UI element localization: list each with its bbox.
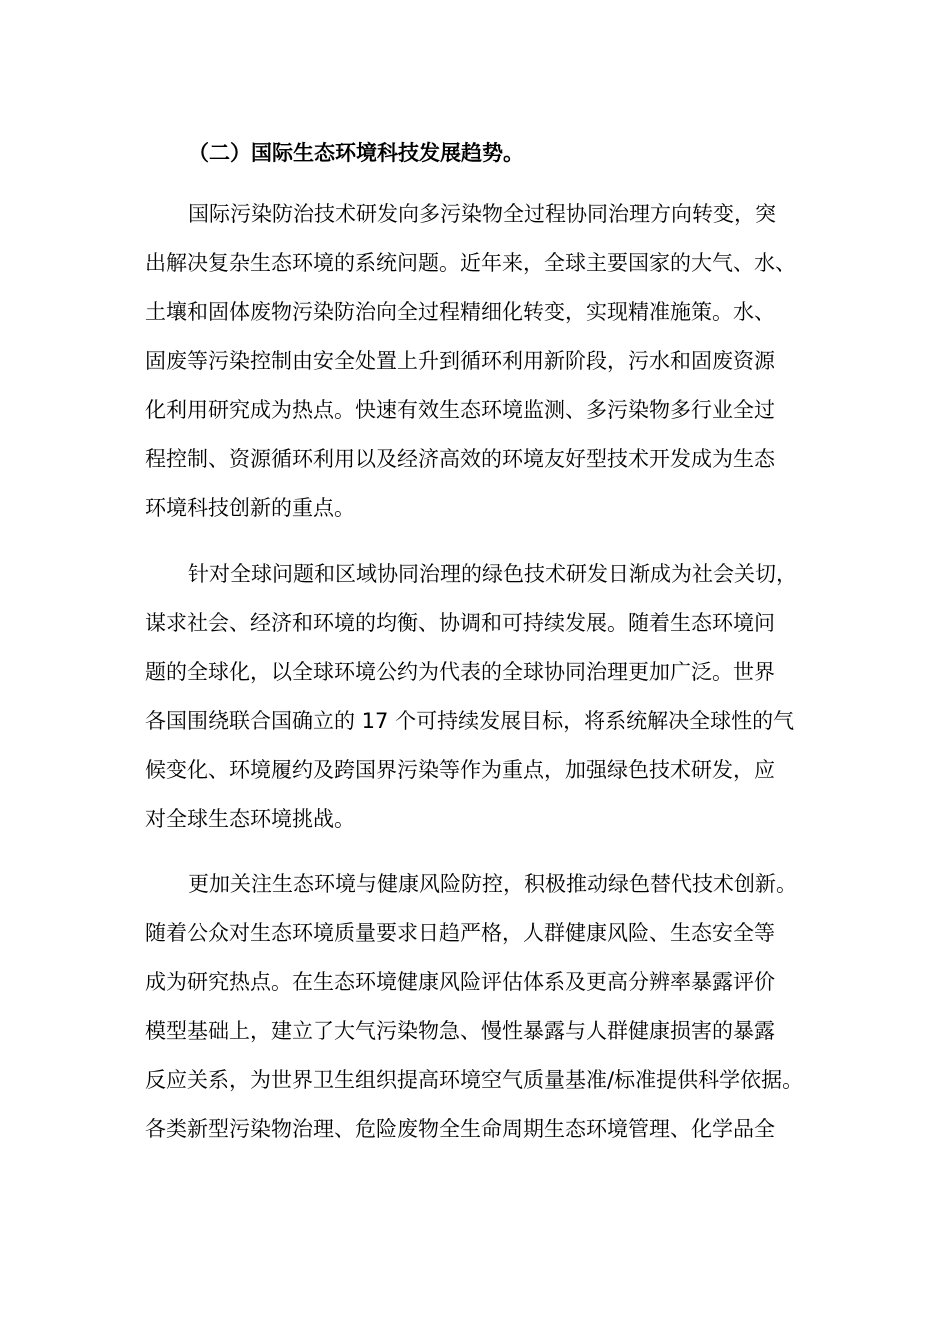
paragraph-line: 土壤和固体废物污染防治向全过程精细化转变，实现精准施策。水、 (145, 300, 775, 324)
paragraph-line: 谋求社会、经济和环境的均衡、协调和可持续发展。随着生态环境问 (145, 611, 775, 635)
paragraph-line: 国际污染防治技术研发向多污染物全过程协同治理方向转变，突 (188, 202, 776, 226)
paragraph-line: 随着公众对生态环境质量要求日趋严格，人群健康风险、生态安全等 (145, 921, 775, 945)
paragraph-line: 环境科技创新的重点。 (145, 496, 355, 520)
paragraph-line: 出解决复杂生态环境的系统问题。近年来，全球主要国家的大气、水、 (145, 251, 796, 275)
paragraph-line: 反应关系，为世界卫生组织提高环境空气质量基准/标准提供科学依据。 (145, 1068, 804, 1092)
section-heading: （二）国际生态环境科技发展趋势。 (188, 141, 524, 165)
paragraph-line: 题的全球化，以全球环境公约为代表的全球协同治理更加广泛。世界 (145, 660, 775, 684)
paragraph-line: 更加关注生态环境与健康风险防控，积极推动绿色替代技术创新。 (188, 872, 797, 896)
paragraph-line: 化利用研究成为热点。快速有效生态环境监测、多污染物多行业全过 (145, 398, 775, 422)
paragraph-line: 针对全球问题和区域协同治理的绿色技术研发日渐成为社会关切， (188, 562, 797, 586)
paragraph-line: 各类新型污染物治理、危险废物全生命周期生态环境管理、化学品全 (145, 1117, 775, 1141)
paragraph-line: 程控制、资源循环利用以及经济高效的环境友好型技术开发成为生态 (145, 447, 775, 471)
paragraph-line: 对全球生态环境挑战。 (145, 807, 355, 831)
paragraph-line: 固废等污染控制由安全处置上升到循环利用新阶段，污水和固废资源 (145, 349, 775, 373)
paragraph-line: 成为研究热点。在生态环境健康风险评估体系及更高分辨率暴露评价 (145, 970, 775, 994)
paragraph-line: 模型基础上，建立了大气污染物急、慢性暴露与人群健康损害的暴露 (145, 1019, 775, 1043)
paragraph-line: 各国围绕联合国确立的 17 个可持续发展目标，将系统解决全球性的气 (145, 709, 795, 733)
paragraph-line: 候变化、环境履约及跨国界污染等作为重点，加强绿色技术研发，应 (145, 758, 775, 782)
